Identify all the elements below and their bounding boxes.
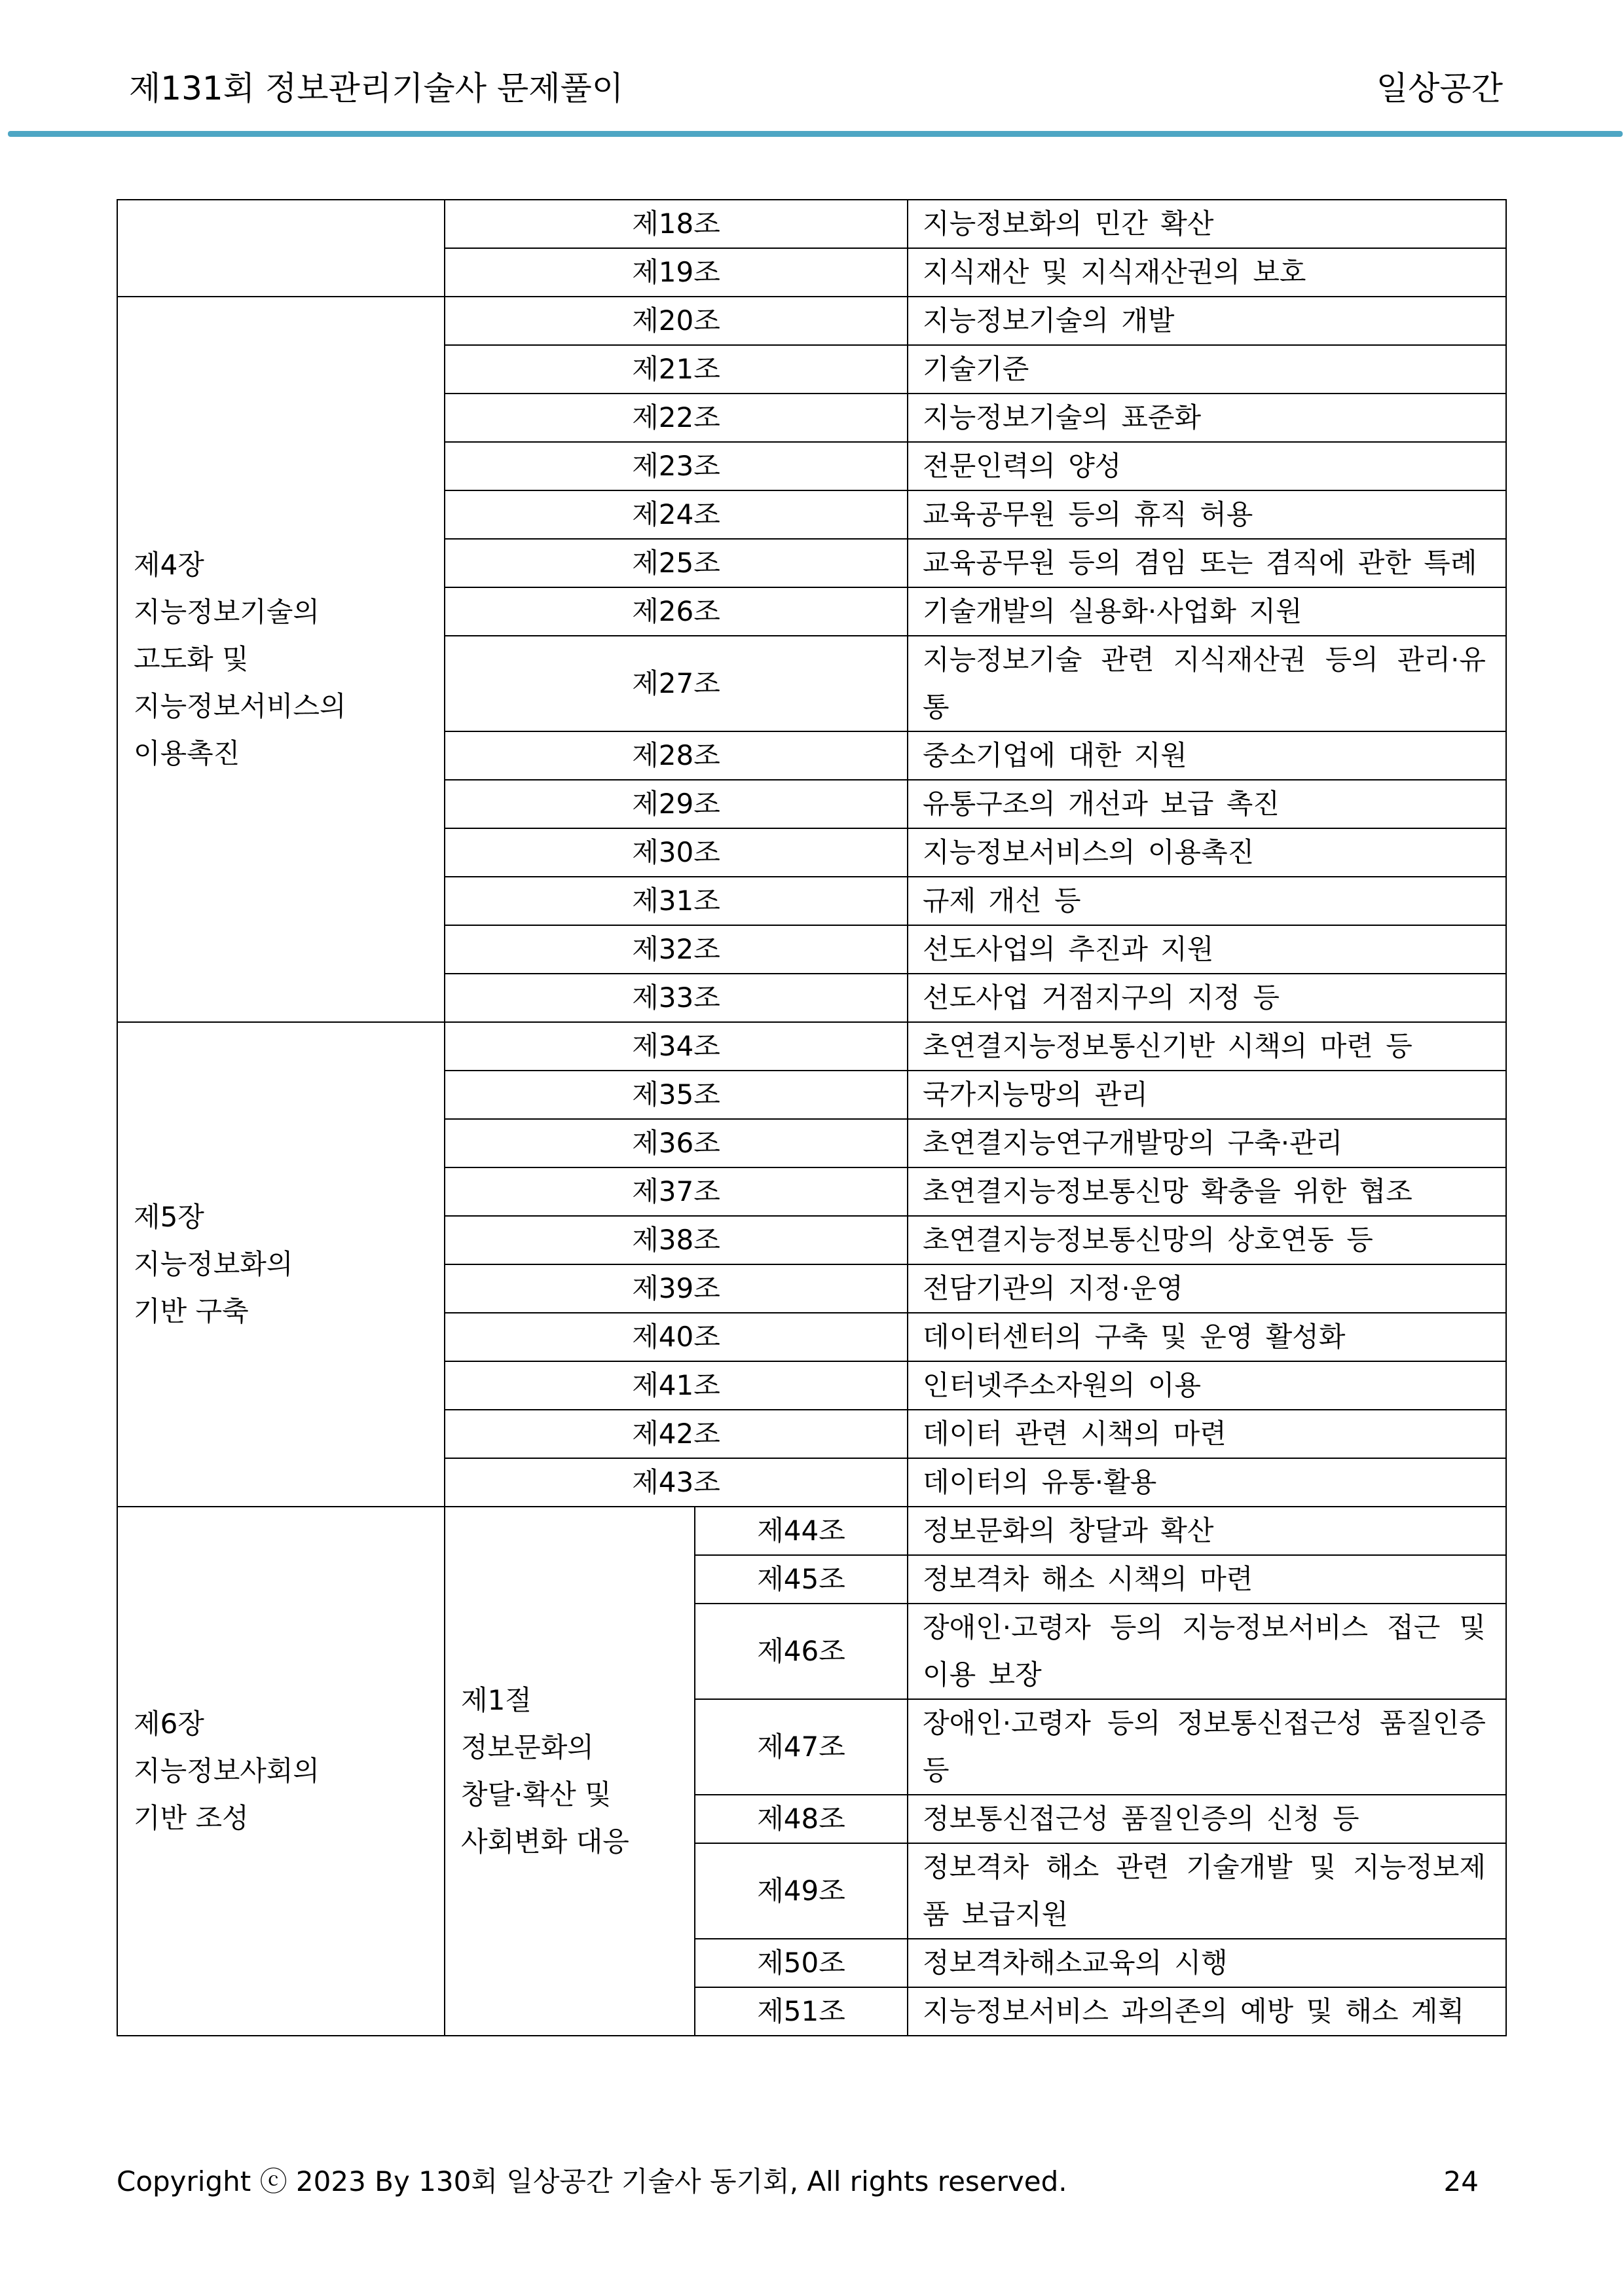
article-title: 지능정보기술의 개발 xyxy=(908,297,1506,345)
article-number: 제29조 xyxy=(445,780,908,828)
section-label-line: 제1절 xyxy=(461,1684,532,1716)
article-title: 중소기업에 대한 지원 xyxy=(908,731,1506,780)
article-number: 제21조 xyxy=(445,345,908,394)
page-header-brand: 일상공간 xyxy=(1376,69,1503,107)
article-title: 데이터센터의 구축 및 운영 활성화 xyxy=(908,1313,1506,1361)
article-title: 지능정보서비스 과의존의 예방 및 해소 계획 xyxy=(908,1987,1506,2036)
chapter-label-line: 제4장 xyxy=(134,549,204,581)
article-title: 정보격차 해소 시책의 마련 xyxy=(908,1555,1506,1604)
article-title: 기술개발의 실용화·사업화 지원 xyxy=(908,587,1506,636)
article-title: 인터넷주소자원의 이용 xyxy=(908,1361,1506,1410)
article-number: 제43조 xyxy=(445,1458,908,1507)
article-title: 국가지능망의 관리 xyxy=(908,1071,1506,1119)
article-number: 제39조 xyxy=(445,1264,908,1313)
article-title: 선도사업 거점지구의 지정 등 xyxy=(908,974,1506,1022)
chapter-label-line: 제5장 xyxy=(134,1201,204,1233)
article-title: 지능정보서비스의 이용촉진 xyxy=(908,828,1506,877)
article-number: 제28조 xyxy=(445,731,908,780)
article-number: 제23조 xyxy=(445,442,908,490)
article-title: 정보문화의 창달과 확산 xyxy=(908,1507,1506,1555)
article-title: 초연결지능정보통신망 확충을 위한 협조 xyxy=(908,1167,1506,1216)
chapter-label-line: 제6장 xyxy=(134,1708,204,1740)
article-number: 제20조 xyxy=(445,297,908,345)
article-number: 제44조 xyxy=(695,1507,908,1555)
article-number: 제26조 xyxy=(445,587,908,636)
article-number: 제31조 xyxy=(445,877,908,925)
article-number: 제37조 xyxy=(445,1167,908,1216)
article-title: 정보격차해소교육의 시행 xyxy=(908,1939,1506,1987)
article-title: 장애인·고령자 등의 지능정보서비스 접근 및 이용 보장 xyxy=(908,1604,1506,1699)
article-title: 유통구조의 개선과 보급 촉진 xyxy=(908,780,1506,828)
article-title: 교육공무원 등의 겸임 또는 겸직에 관한 특례 xyxy=(908,539,1506,587)
page-header-title: 제131회 정보관리기술사 문제풀이 xyxy=(129,69,624,107)
chapter-label-line: 기반 구축 xyxy=(134,1295,249,1327)
article-number: 제18조 xyxy=(445,200,908,248)
table-row xyxy=(117,297,1506,345)
article-number: 제27조 xyxy=(445,636,908,731)
chapter-label-line: 고도화 및 xyxy=(134,643,249,675)
table-row xyxy=(117,200,1506,248)
footer-copyright: Copyright ⓒ 2023 By 130회 일상공간 기술사 동기회, All rights reserved. xyxy=(117,2165,1067,2197)
section-label-line: 사회변화 대응 xyxy=(461,1826,629,1858)
chapter-label-line: 지능정보서비스의 xyxy=(134,690,346,722)
chapter-label xyxy=(117,1507,445,2036)
article-number: 제36조 xyxy=(445,1119,908,1167)
article-title: 전담기관의 지정·운영 xyxy=(908,1264,1506,1313)
article-number: 제24조 xyxy=(445,490,908,539)
article-title: 정보통신접근성 품질인증의 신청 등 xyxy=(908,1795,1506,1843)
article-number: 제25조 xyxy=(445,539,908,587)
article-number: 제51조 xyxy=(695,1987,908,2036)
chapter-label-line: 기반 조성 xyxy=(134,1802,249,1834)
article-number: 제50조 xyxy=(695,1939,908,1987)
article-title: 데이터 관련 시책의 마련 xyxy=(908,1410,1506,1458)
section-label xyxy=(445,1507,695,2036)
article-title: 규제 개선 등 xyxy=(908,877,1506,925)
section-label-line: 정보문화의 xyxy=(461,1731,594,1763)
article-title: 초연결지능연구개발망의 구축·관리 xyxy=(908,1119,1506,1167)
article-number: 제33조 xyxy=(445,974,908,1022)
header-divider xyxy=(8,131,1623,137)
section-label-line: 창달·확산 및 xyxy=(461,1778,612,1810)
article-number: 제41조 xyxy=(445,1361,908,1410)
chapter-label-line: 지능정보화의 xyxy=(134,1248,293,1280)
chapter-label xyxy=(117,297,445,1022)
article-number: 제49조 xyxy=(695,1843,908,1939)
article-number: 제46조 xyxy=(695,1604,908,1699)
article-number: 제30조 xyxy=(445,828,908,877)
article-number: 제32조 xyxy=(445,925,908,974)
article-number: 제34조 xyxy=(445,1022,908,1071)
article-title: 초연결지능정보통신망의 상호연동 등 xyxy=(908,1216,1506,1264)
table-row xyxy=(117,1507,1506,1555)
article-title: 정보격차 해소 관련 기술개발 및 지능정보제품 보급지원 xyxy=(908,1843,1506,1939)
article-title: 지능정보화의 민간 확산 xyxy=(908,200,1506,248)
article-title: 선도사업의 추진과 지원 xyxy=(908,925,1506,974)
article-title: 지식재산 및 지식재산권의 보호 xyxy=(908,248,1506,297)
article-number: 제38조 xyxy=(445,1216,908,1264)
article-title: 지능정보기술의 표준화 xyxy=(908,394,1506,442)
chapter-label-line: 지능정보기술의 xyxy=(134,596,320,628)
article-title: 장애인·고령자 등의 정보통신접근성 품질인증 등 xyxy=(908,1699,1506,1795)
article-title: 교육공무원 등의 휴직 허용 xyxy=(908,490,1506,539)
page-number: 24 xyxy=(1443,2165,1479,2197)
article-title: 전문인력의 양성 xyxy=(908,442,1506,490)
chapter-label xyxy=(117,1022,445,1507)
article-number: 제35조 xyxy=(445,1071,908,1119)
law-article-table xyxy=(117,199,1507,2036)
article-number: 제48조 xyxy=(695,1795,908,1843)
article-title: 지능정보기술 관련 지식재산권 등의 관리·유통 xyxy=(908,636,1506,731)
chapter-cell-empty xyxy=(117,200,445,297)
article-number: 제47조 xyxy=(695,1699,908,1795)
article-title: 기술기준 xyxy=(908,345,1506,394)
article-title: 데이터의 유통·활용 xyxy=(908,1458,1506,1507)
chapter-label-line: 이용촉진 xyxy=(134,737,240,769)
article-number: 제40조 xyxy=(445,1313,908,1361)
article-title: 초연결지능정보통신기반 시책의 마련 등 xyxy=(908,1022,1506,1071)
chapter-label-line: 지능정보사회의 xyxy=(134,1755,320,1787)
article-number: 제45조 xyxy=(695,1555,908,1604)
table-row xyxy=(117,1022,1506,1071)
article-number: 제42조 xyxy=(445,1410,908,1458)
article-number: 제19조 xyxy=(445,248,908,297)
article-number: 제22조 xyxy=(445,394,908,442)
